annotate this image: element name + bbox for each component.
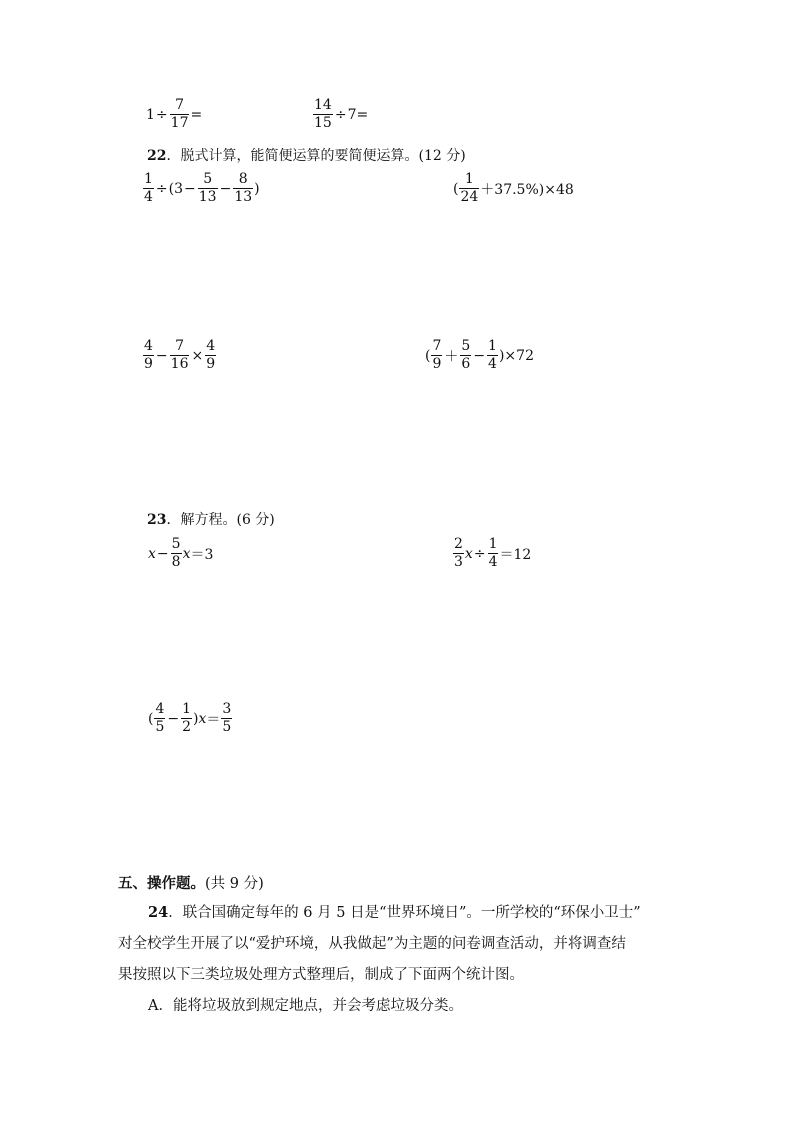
fraction: $\frac{5}{13}$ xyxy=(198,171,217,205)
number: 7 xyxy=(347,106,357,123)
fraction: $\frac{1}{4}$ xyxy=(488,338,497,372)
equals-sign: = xyxy=(190,106,203,123)
paragraph-line-3: 果按照以下三类垃圾处理方式整理后，制成了下面两个统计图。 xyxy=(118,967,524,983)
fraction: $\frac{8}{13}$ xyxy=(234,171,253,205)
fraction: $\frac{2}{3}$ xyxy=(454,536,463,570)
section-title: 五、操作题。 xyxy=(118,875,205,892)
question-points: (12 分) xyxy=(418,148,466,164)
fraction: $\frac{4}{9}$ xyxy=(206,338,216,372)
fraction: $\frac{5}{6}$ xyxy=(461,338,471,372)
q22-expression-1: $\frac{1}{4}$ ÷ (3 − $\frac{5}{13}$ − $\frac{8}{13}$ ) xyxy=(144,171,260,205)
question-24-text: 24．联合国确定每年的 6 月 5 日是“世界环境日”。一所学校的“环保小卫士” 对全校学生开展了以“爱护环境，从我做起”为主题的问卷调查活动，并将调查结 果按照以下三类垃圾处理方式整理后，制成了下面两个统计图。 A．能将垃圾放到规定地点，并会考虑垃圾分类。 xyxy=(118,897,678,1022)
fraction: $\frac{1}{4}$ xyxy=(144,171,153,205)
fraction: $\frac{4}{5}$ xyxy=(155,701,165,735)
fraction: $\frac{1}{4}$ xyxy=(488,536,498,570)
q22-expression-3: $\frac{4}{9}$ − $\frac{7}{16}$ × $\frac{4}{9}$ xyxy=(144,338,216,372)
divide-sign: ÷ xyxy=(155,106,168,123)
question-number: 24 xyxy=(148,904,169,921)
q23-equation-1: x − $\frac{5}{8}$ x ＝3 xyxy=(148,536,214,570)
fraction: $\frac{3}{5}$ xyxy=(222,701,232,735)
question-text: 脱式计算，能简便运算的要简便运算。 xyxy=(180,148,419,164)
question-22-title: 22．脱式计算，能简便运算的要简便运算。(12 分) xyxy=(147,148,466,164)
number: 1 xyxy=(146,106,155,123)
fraction: $\frac{14}{15}$ xyxy=(314,97,332,131)
fraction: $\frac{1}{24}$ xyxy=(460,171,479,205)
question-number: 22 xyxy=(147,148,167,164)
equals-sign: = xyxy=(356,106,369,123)
fraction: $\frac{7}{16}$ xyxy=(170,338,189,372)
question-23-title: 23．解方程。(6 分) xyxy=(147,512,275,528)
paragraph-line-2: 对全校学生开展了以“爱护环境，从我做起”为主题的问卷调查活动，并将调查结 xyxy=(118,936,626,952)
q22-expression-4: ( $\frac{7}{9}$ ＋ $\frac{5}{6}$ − $\frac{1}{4}$ )×72 xyxy=(425,338,534,372)
fraction: $\frac{1}{2}$ xyxy=(182,701,192,735)
fraction: $\frac{7}{17}$ xyxy=(170,97,189,131)
paragraph-line-1: 联合国确定每年的 6 月 5 日是“世界环境日”。一所学校的“环保小卫士” xyxy=(182,905,641,921)
question-points: (6 分) xyxy=(236,512,275,528)
q22-expression-2: ( $\frac{1}{24}$ ＋37.5%)×48 xyxy=(453,171,574,205)
question-number: 23 xyxy=(147,512,167,528)
q23-equation-3: ( $\frac{4}{5}$ − $\frac{1}{2}$ ) x ＝ $\frac{3}{5}$ xyxy=(148,701,232,735)
fraction: $\frac{4}{9}$ xyxy=(144,338,153,372)
section-heading xyxy=(118,872,264,893)
fraction: $\frac{5}{8}$ xyxy=(171,536,181,570)
option-a: A．能将垃圾放到规定地点，并会考虑垃圾分类。 xyxy=(148,998,463,1014)
section-points: (共 9 分) xyxy=(205,876,264,892)
q23-equation-2: $\frac{2}{3}$ x ÷ $\frac{1}{4}$ ＝12 xyxy=(454,536,532,570)
divide-sign: ÷ xyxy=(334,106,347,123)
question-text: 解方程。 xyxy=(180,512,237,528)
fraction: $\frac{7}{9}$ xyxy=(432,338,442,372)
top-expression-b xyxy=(312,98,368,131)
top-expression-a xyxy=(146,98,202,131)
